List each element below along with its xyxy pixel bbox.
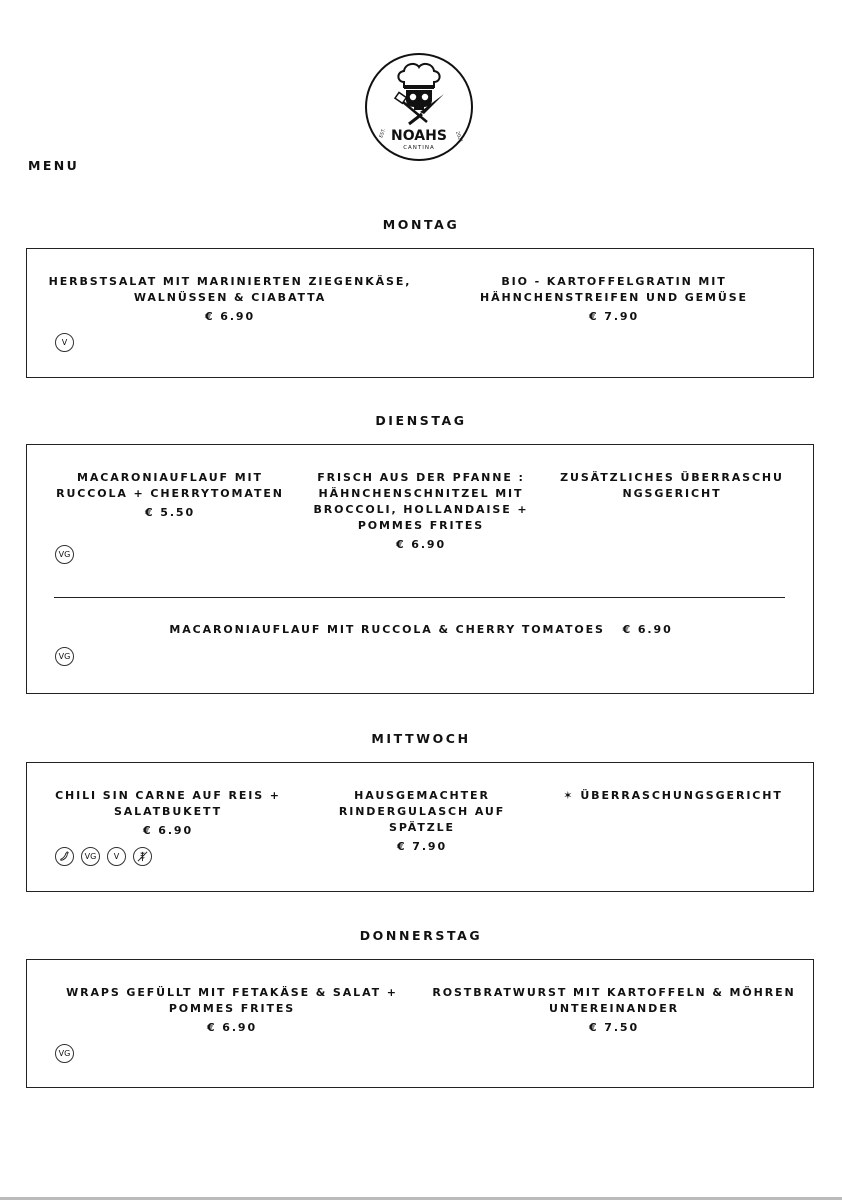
dish-price: € 7.90 xyxy=(588,310,640,323)
logo-left-mark: EST. xyxy=(379,128,388,139)
dish-donnerstag-1 xyxy=(55,985,409,1036)
section-divider xyxy=(54,597,785,598)
noahs-cantina-logo xyxy=(364,52,474,162)
dish-badges xyxy=(55,1044,74,1063)
dish-montag-2 xyxy=(429,274,799,325)
logo-brand: NOAHS xyxy=(391,128,447,144)
dish-name: CHILI SIN CARNE AUF REIS + SALATBUKETT xyxy=(55,789,281,818)
vegan-badge: VG xyxy=(55,1044,74,1063)
dish-mittwoch-1 xyxy=(55,788,281,839)
day-box-mittwoch xyxy=(26,762,814,892)
dish-mittwoch-3 xyxy=(555,788,791,804)
dish-price: € 6.90 xyxy=(622,623,673,636)
day-box-montag xyxy=(26,248,814,378)
day-box-dienstag xyxy=(26,444,814,694)
logo-sub: CANTINA xyxy=(403,145,435,151)
dish-price: € 6.90 xyxy=(395,538,447,551)
dish-name: HERBSTSALAT MIT MARINIERTEN ZIEGENKÄSE, WALNÜSSEN & CIABATTA xyxy=(48,275,412,304)
dish-name: HAUSGEMACHTER RINDERGULASCH AUF SPÄTZLE xyxy=(338,789,506,834)
vegan-badge: VG xyxy=(81,847,100,866)
dish-name: BIO - KARTOFFELGRATIN MIT HÄHNCHENSTREIFEN UND GEMÜSE xyxy=(480,275,748,304)
dish-name: MACARONIAUFLAUF MIT RUCCOLA & CHERRY TOMATOES xyxy=(169,623,605,636)
day-title-mittwoch: MITTWOCH xyxy=(371,731,471,746)
spicy-icon xyxy=(55,847,74,866)
dish-name: ROSTBRATWURST MIT KARTOFFELN & MÖHREN UNTEREINANDER xyxy=(432,986,796,1015)
dish-price: € 5.50 xyxy=(144,506,196,519)
dish-name: WRAPS GEFÜLLT MIT FETAKÄSE & SALAT + POMMES FRITES xyxy=(66,986,398,1015)
menu-heading: MENU xyxy=(28,158,80,173)
day-title-montag: MONTAG xyxy=(382,217,460,232)
dish-badges xyxy=(55,847,152,866)
dish-dienstag-4 xyxy=(27,622,815,638)
logo-right-mark: 2021 xyxy=(454,130,463,144)
vegetarian-badge: V xyxy=(55,333,74,352)
dish-dienstag-1 xyxy=(55,470,285,521)
dish-dienstag-2 xyxy=(301,470,541,553)
dish-name: MACARONIAUFLAUF MIT RUCCOLA + CHERRYTOMATEN xyxy=(56,471,284,500)
star-icon: ✶ xyxy=(563,789,575,802)
dish-price: € 7.50 xyxy=(588,1021,640,1034)
dish-price: € 7.90 xyxy=(396,840,448,853)
dish-price: € 6.90 xyxy=(204,310,256,323)
dish-badges xyxy=(55,647,74,666)
dish-name: FRISCH AUS DER PFANNE : HÄHNCHENSCHNITZEL MIT BROCCOLI, HOLLANDAISE + POMMES FRITES xyxy=(313,471,529,532)
dish-donnerstag-2 xyxy=(429,985,799,1036)
dish-badges xyxy=(55,333,74,352)
gluten-free-icon xyxy=(133,847,152,866)
dish-name: ZUSÄTZLICHES ÜBERRASCHUNGSGERICHT xyxy=(560,471,784,500)
dish-montag-1 xyxy=(45,274,415,325)
day-title-dienstag: DIENSTAG xyxy=(375,413,467,428)
dish-price: € 6.90 xyxy=(206,1021,258,1034)
vegan-badge: VG xyxy=(55,647,74,666)
dish-mittwoch-2 xyxy=(309,788,535,855)
dish-name: ÜBERRASCHUNGSGERICHT xyxy=(580,789,783,802)
dish-badges xyxy=(55,545,74,564)
dish-price: € 6.90 xyxy=(142,824,194,837)
day-box-donnerstag xyxy=(26,959,814,1088)
vegan-badge: VG xyxy=(55,545,74,564)
dish-dienstag-3 xyxy=(555,470,789,502)
vegetarian-badge: V xyxy=(107,847,126,866)
day-title-donnerstag: DONNERSTAG xyxy=(359,928,483,943)
